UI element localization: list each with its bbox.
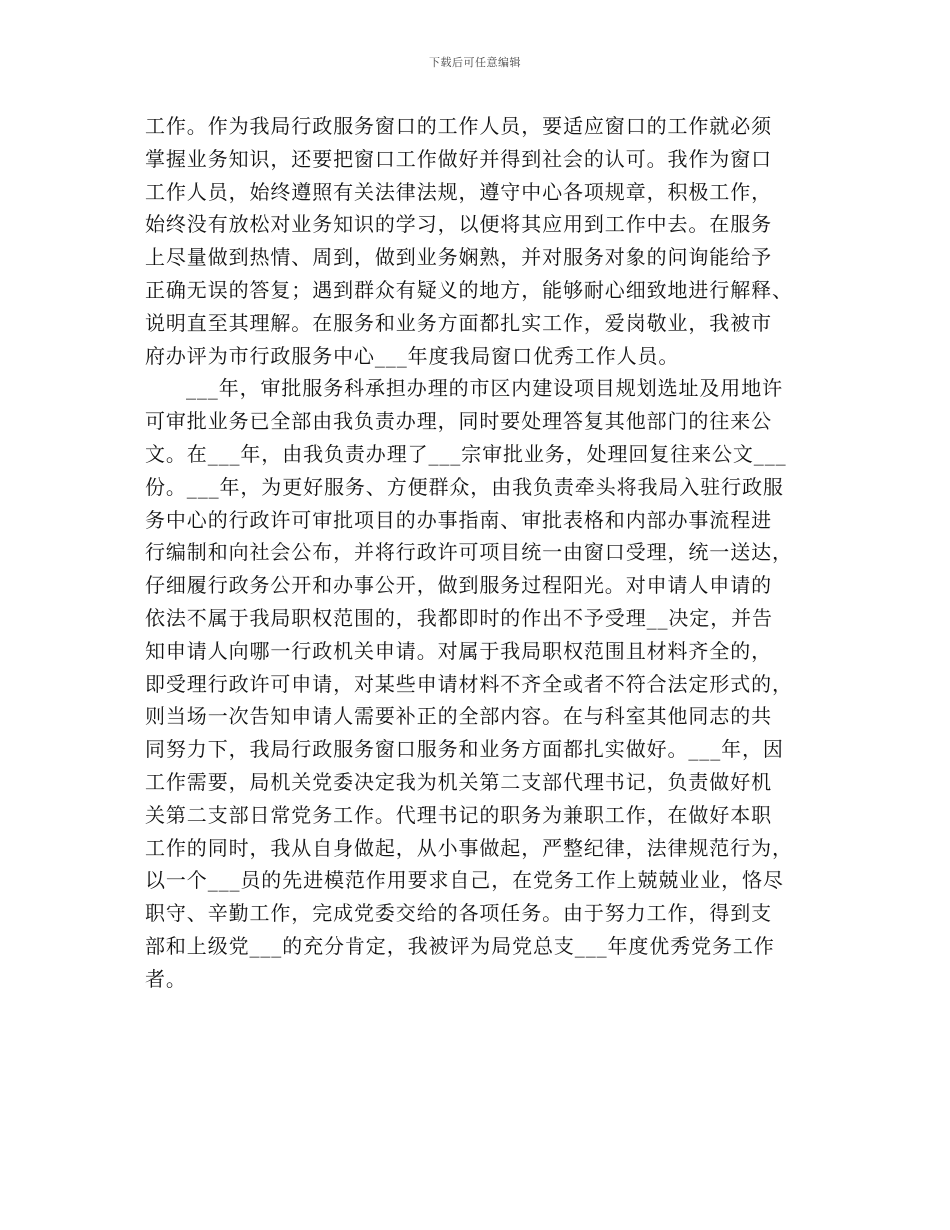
text-line: 掌握业务知识，还要把窗口工作做好并得到社会的认可。我作为窗口	[145, 146, 772, 171]
text-line: 则当场一次告知申请人需要补正的全部内容。在与科室其他同志的共	[145, 704, 772, 729]
text-line: 始终没有放松对业务知识的学习，以便将其应用到工作中去。在服务	[145, 212, 772, 237]
text-line: 说明直至其理解。在服务和业务方面都扎实工作，爱岗敬业，我被市	[145, 310, 772, 335]
text-line: 可审批业务已全部由我负责办理，同时要处理答复其他部门的往来公	[145, 409, 772, 434]
text-line: 上尽量做到热情、周到，做到业务娴熟，并对服务对象的问询能给予	[145, 245, 772, 270]
text-line: 正确无误的答复；遇到群众有疑义的地方，能够耐心细致地进行解释、	[145, 277, 793, 302]
text-line: 部和上级党___的充分肯定，我被评为局党总支___年度优秀党务工作	[145, 933, 775, 958]
text-line: 工作。作为我局行政服务窗口的工作人员，要适应窗口的工作就必须	[145, 114, 772, 138]
page-header-note: 下载后可任意编辑	[429, 56, 521, 69]
text-line: 者。	[145, 966, 187, 991]
text-line: 以一个___员的先进模范作用要求自己，在党务工作上兢兢业业，恪尽	[145, 868, 784, 893]
text-line: 文。在___年，由我负责办理了___宗审批业务，处理回复往来公文___	[145, 441, 787, 466]
text-line: 府办评为市行政服务中心___年度我局窗口优秀工作人员。	[145, 343, 680, 368]
text-line: 职守、辛勤工作，完成党委交给的各项任务。由于努力工作，得到支	[145, 901, 772, 926]
text-line: 依法不属于我局职权范围的，我都即时的作出不予受理__决定，并告	[145, 605, 773, 630]
text-line: 关第二支部日常党务工作。代理书记的职务为兼职工作，在做好本职	[145, 802, 772, 827]
text-line: 工作的同时，我从自身做起，从小事做起，严整纪律，法律规范行为，	[145, 835, 793, 860]
text-line: 仔细履行政务公开和办事公开，做到服务过程阳光。对申请人申请的	[145, 573, 772, 598]
text-line: 工作需要，局机关党委决定我为机关第二支部代理书记，负责做好机	[145, 769, 772, 794]
text-line: 即受理行政许可申请，对某些申请材料不齐全或者不符合法定形式的，	[145, 671, 793, 696]
document-body	[145, 110, 810, 996]
text-line: 同努力下，我局行政服务窗口服务和业务方面都扎实做好。___年，因	[145, 737, 784, 762]
text-line: 知申请人向哪一行政机关申请。对属于我局职权范围且材料齐全的，	[145, 638, 772, 663]
text-line: 份。___年，为更好服务、方便群众，由我负责牵头将我局入驻行政服	[145, 474, 784, 499]
text-line: 务中心的行政许可审批项目的办事指南、审批表格和内部办事流程进	[145, 507, 772, 532]
text-line: 工作人员，始终遵照有关法律法规，遵守中心各项规章，积极工作，	[145, 179, 772, 204]
text-line: 行编制和向社会公布，并将行政许可项目统一由窗口受理，统一送达，	[145, 540, 793, 565]
paragraph-start-line: ___年，审批服务科承担办理的市区内建设项目规划选址及用地许	[186, 376, 783, 401]
